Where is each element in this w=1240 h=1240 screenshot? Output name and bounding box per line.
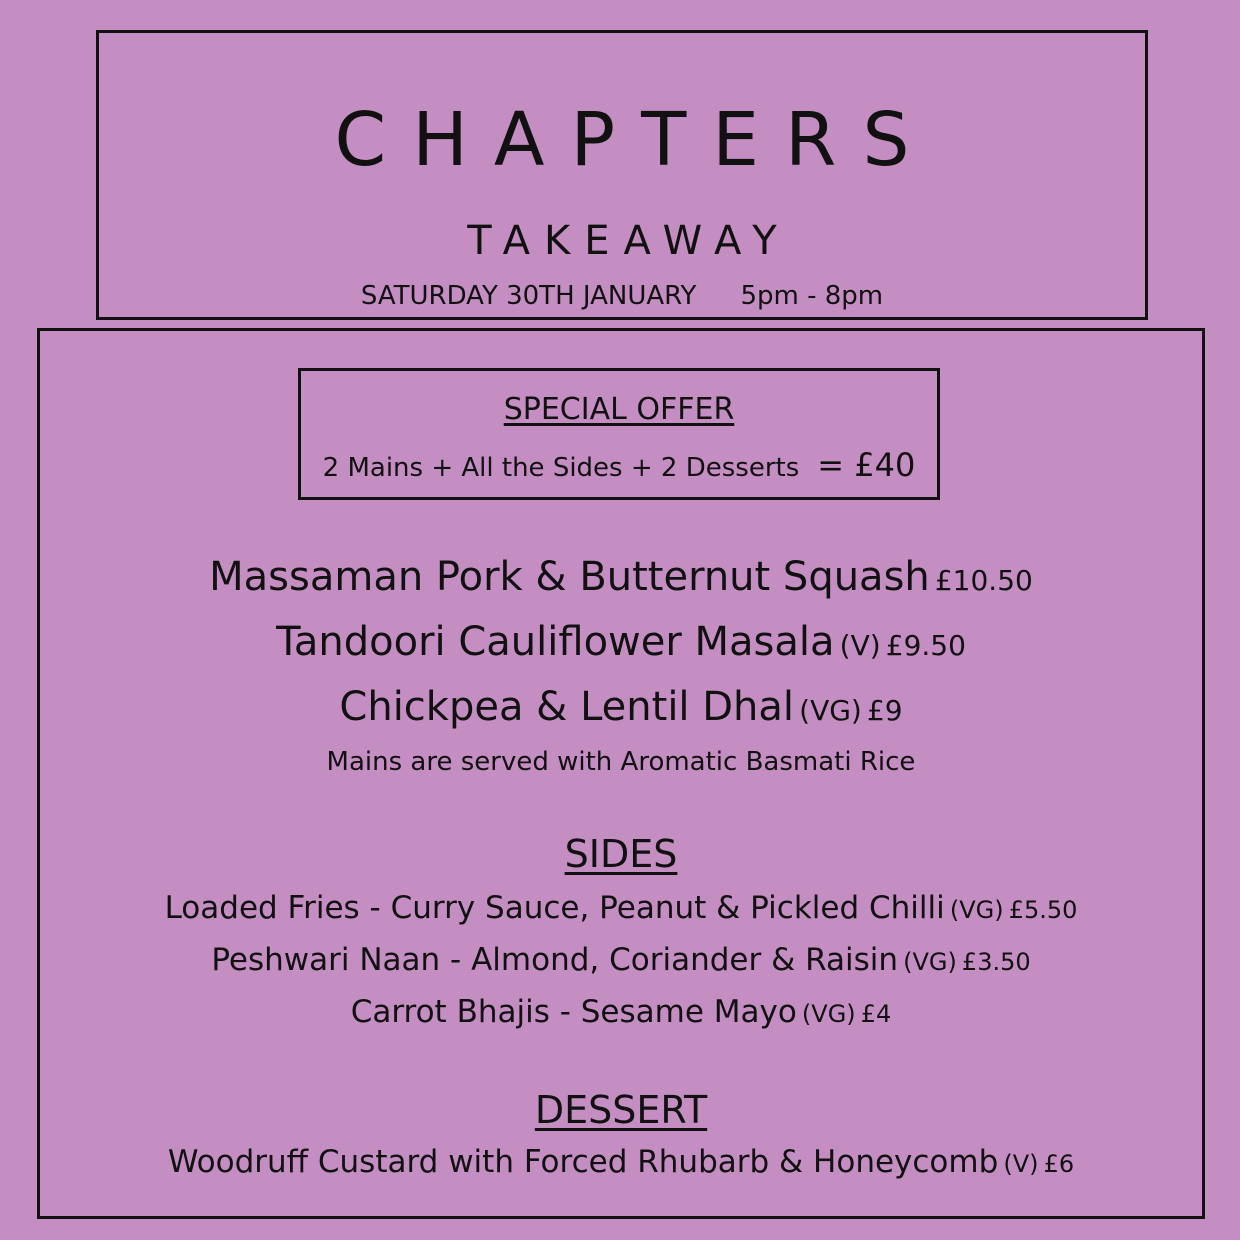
mains-note: Mains are served with Aromatic Basmati Rice bbox=[326, 747, 916, 777]
side-item-diet: (VG) bbox=[949, 896, 1004, 924]
side-item-diet: (VG) bbox=[801, 1000, 856, 1028]
dessert-heading: DESSERT bbox=[534, 1088, 708, 1132]
main-item bbox=[40, 619, 1202, 665]
side-item bbox=[40, 890, 1202, 926]
brand-title: CHAPTERS bbox=[334, 97, 936, 183]
side-item-price: £4 bbox=[860, 1000, 892, 1028]
side-item-diet: (VG) bbox=[903, 948, 957, 976]
takeaway-subtitle: TAKEAWAY bbox=[467, 218, 791, 264]
event-time: 5pm - 8pm bbox=[740, 281, 884, 311]
main-item bbox=[40, 554, 1202, 600]
dessert-item-name: Woodruff Custard with Forced Rhubarb & Honeycomb bbox=[167, 1144, 999, 1180]
main-item-diet: (VG) bbox=[799, 694, 862, 727]
main-item bbox=[40, 684, 1202, 730]
main-item-price: £9.50 bbox=[885, 629, 966, 662]
header-box bbox=[96, 30, 1148, 320]
sides-heading: SIDES bbox=[564, 832, 678, 876]
side-item-name: Carrot Bhajis - Sesame Mayo bbox=[350, 994, 797, 1030]
dessert-item-diet: (V) bbox=[1003, 1150, 1039, 1178]
main-item-name: Tandoori Cauliflower Masala bbox=[276, 619, 835, 665]
side-item-name: Peshwari Naan - Almond, Coriander & Raisin bbox=[211, 942, 898, 978]
side-item bbox=[40, 942, 1202, 978]
date-time-line bbox=[99, 283, 1145, 309]
side-item-name: Loaded Fries - Curry Sauce, Peanut & Pickled Chilli bbox=[164, 890, 945, 926]
main-item-name: Massaman Pork & Butternut Squash bbox=[209, 554, 930, 600]
offer-text: 2 Mains + All the Sides + 2 Desserts bbox=[322, 453, 800, 483]
special-offer-box bbox=[298, 368, 940, 500]
side-item bbox=[40, 994, 1202, 1030]
main-item-price: £10.50 bbox=[934, 564, 1033, 597]
main-item-name: Chickpea & Lentil Dhal bbox=[339, 684, 795, 730]
offer-details bbox=[301, 446, 937, 484]
dessert-item bbox=[40, 1144, 1202, 1180]
menu-box bbox=[37, 328, 1205, 1219]
dessert-item-price: £6 bbox=[1043, 1150, 1075, 1178]
side-item-price: £5.50 bbox=[1008, 896, 1078, 924]
event-date: SATURDAY 30TH JANUARY bbox=[360, 281, 697, 311]
offer-price: = £40 bbox=[817, 446, 916, 484]
side-item-price: £3.50 bbox=[961, 948, 1031, 976]
main-item-diet: (V) bbox=[839, 629, 881, 662]
main-item-price: £9 bbox=[866, 694, 903, 727]
offer-title: SPECIAL OFFER bbox=[503, 392, 735, 427]
